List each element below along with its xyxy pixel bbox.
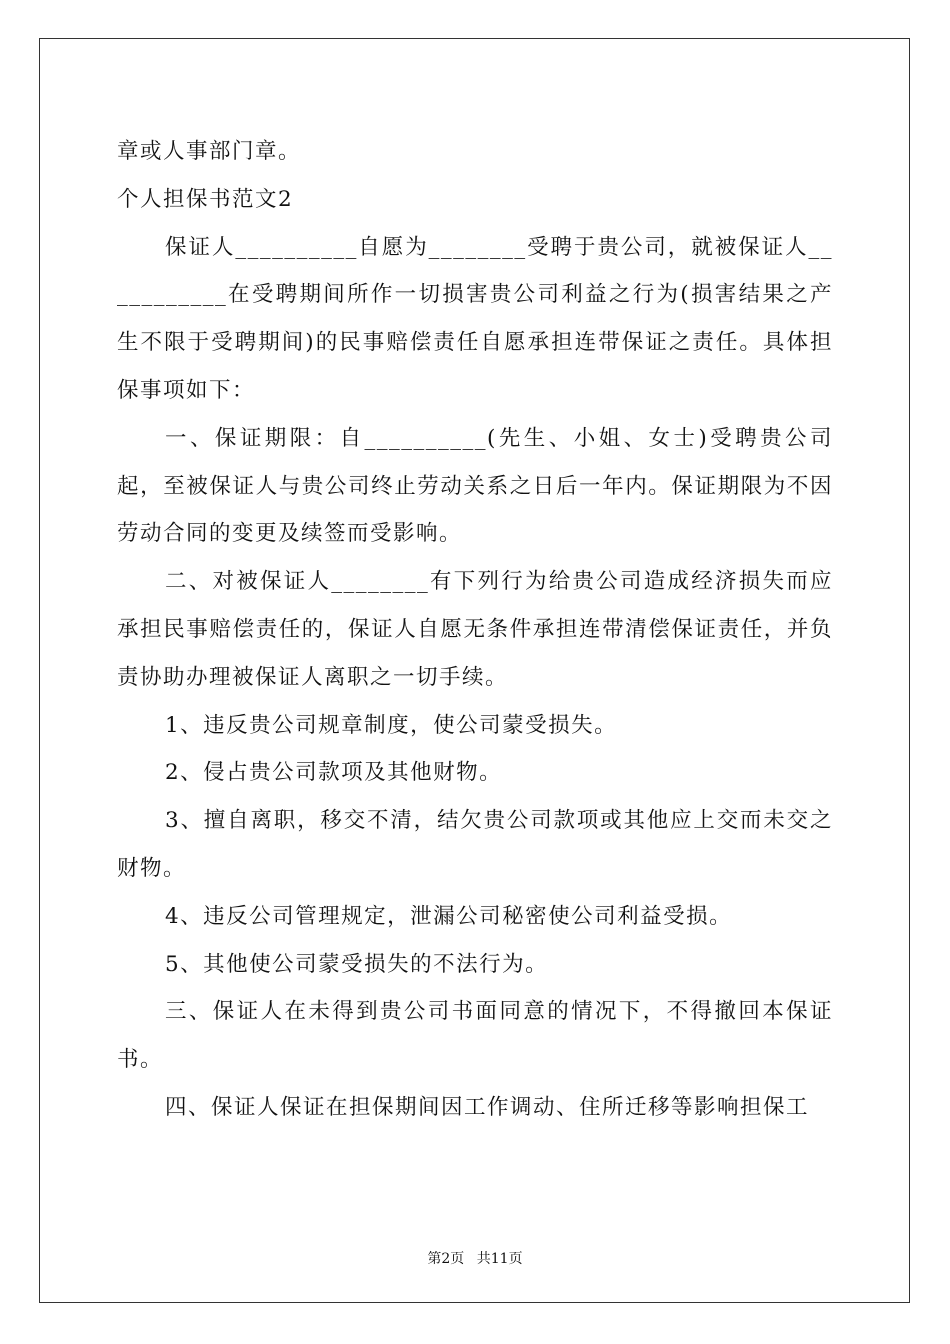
paragraph-clause-1: 一、保证期限：自__________(先生、小姐、女士)受聘贵公司起，至被保证人与贵公司终止劳动关系之日后一年内。保证期限为不因劳动合同的变更及续签而受影响。 bbox=[117, 425, 833, 547]
list-item: 2、侵占贵公司款项及其他财物。 bbox=[165, 760, 503, 786]
paragraph-continuation: 章或人事部门章。 bbox=[117, 139, 302, 164]
paragraph-clause-3: 三、保证人在未得到贵公司书面同意的情况下，不得撤回本保证书。 bbox=[117, 999, 833, 1073]
list-item: 5、其他使公司蒙受损失的不法行为。 bbox=[165, 951, 549, 977]
list-item: 1、违反贵公司规章制度，使公司蒙受损失。 bbox=[165, 712, 618, 738]
paragraph-intro: 保证人__________自愿为________受聘于贵公司，就被保证人___________在受聘期间所作一切损害贵公司利益之行为(损害结果之产生不限于受聘期间)的民事赔偿责任自愿承担连带保证之责任。具体担保事项如下： bbox=[117, 234, 833, 403]
page-number: 第2页 bbox=[427, 1251, 465, 1267]
list-item: 3、擅自离职，移交不清，结欠贵公司款项或其他应上交而未交之财物。 bbox=[117, 808, 833, 881]
page-total: 共11页 bbox=[476, 1251, 523, 1267]
page-footer bbox=[0, 1248, 950, 1268]
document-body bbox=[117, 128, 833, 1132]
list-item: 4、违反公司管理规定，泄漏公司秘密使公司利益受损。 bbox=[165, 903, 733, 929]
paragraph-clause-2: 二、对被保证人________有下列行为给贵公司造成经济损失而应承担民事赔偿责任的，保证人自愿无条件承担连带清偿保证责任，并负责协助办理被保证人离职之一切手续。 bbox=[117, 569, 833, 690]
paragraph-clause-4: 四、保证人保证在担保期间因工作调动、住所迁移等影响担保工 bbox=[165, 1094, 810, 1120]
section-heading: 个人担保书范文2 bbox=[117, 186, 294, 212]
